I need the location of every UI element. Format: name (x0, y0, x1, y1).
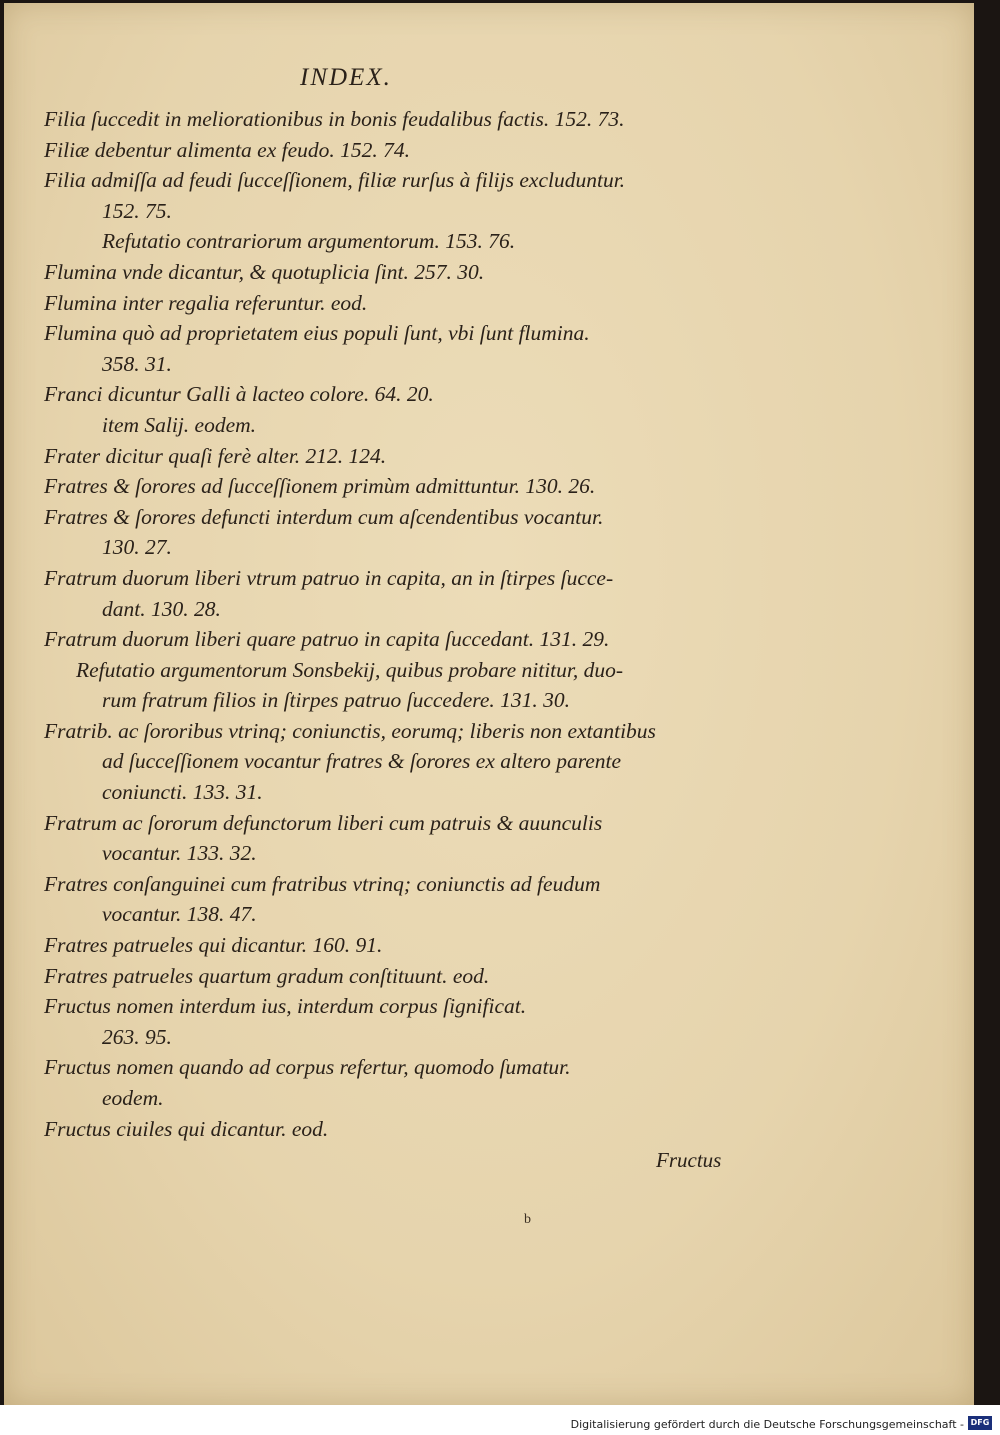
index-entry (44, 624, 744, 655)
index-entry (44, 1114, 744, 1145)
index-entry (44, 502, 744, 563)
entry-line: Fructus nomen quando ad corpus refertur, quomodo ſumatur. (44, 1055, 571, 1080)
entry-continuation-line: dant. 130. 28. (102, 596, 221, 621)
index-entry (44, 716, 744, 808)
entry-line: Franci dicuntur Galli à lacteo colore. 64. 20. (44, 382, 434, 407)
entry-line: Fratres patrueles quartum gradum conſtituunt. eod. (44, 963, 490, 988)
index-entry (44, 226, 744, 257)
entry-continuation-line: coniuncti. 133. 31. (102, 780, 263, 805)
index-entry (44, 471, 744, 502)
entry-line: Frater dicitur quaſi ferè alter. 212. 124. (44, 443, 387, 468)
index-entry (44, 165, 744, 226)
index-entry (44, 104, 744, 135)
entry-continuation-line: eodem. (102, 1086, 164, 1110)
entry-line: Fratres & ſorores defuncti interdum cum aſcendentibus vocantur. (44, 504, 604, 529)
entry-continuation-line: 358. 31. (102, 351, 172, 376)
entry-line: Fratrum duorum liberi quare patruo in capita ſuccedant. 131. 29. (44, 627, 610, 652)
index-entry (44, 655, 744, 716)
entry-line: Fratres conſanguinei cum fratribus vtrinq; coniunctis ad feudum (44, 871, 601, 896)
entry-line: Refutatio contrariorum argumentorum. 153. 76. (102, 229, 516, 254)
entry-line: Fratres patrueles qui dicantur. 160. 91. (44, 933, 383, 958)
entry-line: Fructus ciuiles qui dicantur. eod. (44, 1116, 329, 1141)
entry-line: Fratrum ac ſororum defunctorum liberi cum patruis & auunculis (44, 810, 603, 835)
index-entry (44, 379, 744, 410)
digitization-credit: Digitalisierung gefördert durch die Deutsche Forschungsgemeinschaft - (570, 1418, 964, 1431)
entry-line: Filia admiſſa ad feudi ſucceſſionem, filiæ rurſus à filijs excluduntur. (44, 168, 626, 193)
entry-line: item Salij. eodem. (102, 412, 257, 437)
index-entry (44, 1052, 744, 1113)
entry-continuation-line: rum fratrum filios in ſtirpes patruo ſuccedere. 131. 30. (102, 688, 571, 713)
entry-line: Fratres & ſorores ad ſucceſſionem primùm admittuntur. 130. 26. (44, 474, 596, 499)
index-entry (44, 930, 744, 961)
entry-continuation-line: 130. 27. (102, 535, 172, 560)
entry-line: Refutatio argumentorum Sonsbekij, quibus probare nititur, duo- (76, 657, 624, 682)
entry-line: Fructus nomen interdum ius, interdum corpus ſignificat. (44, 994, 527, 1019)
index-entry (44, 288, 744, 319)
index-entry (44, 318, 744, 379)
index-entry (44, 563, 744, 624)
index-entry (44, 441, 744, 472)
index-entries (44, 104, 744, 1144)
entry-continuation-line: 152. 75. (102, 198, 172, 223)
entry-line: Flumina vnde dicantur, & quotuplicia ſint. 257. 30. (44, 259, 485, 284)
entry-continuation-line: ad ſucceſſionem vocantur fratres & ſorores ex altero parente (102, 749, 622, 774)
index-entry (44, 257, 744, 288)
signature-mark: b (524, 1212, 531, 1227)
catchword: Fructus (656, 1148, 722, 1172)
index-entry (44, 869, 744, 930)
entry-continuation-line: vocantur. 138. 47. (102, 902, 257, 927)
index-entry (44, 410, 744, 441)
entry-line: Filiæ debentur alimenta ex feudo. 152. 74. (44, 137, 411, 162)
entry-line: Flumina quò ad proprietatem eius populi ſunt, vbi ſunt flumina. (44, 321, 590, 346)
entry-line: Fratrib. ac ſororibus vtrinq; coniunctis, eorumq; liberis non extantibus (44, 718, 656, 743)
entry-line: Flumina inter regalia referuntur. eod. (44, 290, 368, 315)
entry-line: Filia ſuccedit in meliorationibus in bonis feudalibus factis. 152. 73. (44, 107, 625, 131)
entry-continuation-line: 263. 95. (102, 1024, 172, 1049)
entry-continuation-line: vocantur. 133. 32. (102, 841, 257, 866)
index-entry (44, 961, 744, 992)
index-entry (44, 808, 744, 869)
dfg-logo-icon: DFG (968, 1416, 992, 1430)
page-header: INDEX. (300, 64, 392, 91)
index-entry (44, 991, 744, 1052)
index-entry (44, 135, 744, 166)
entry-line: Fratrum duorum liberi vtrum patruo in capita, an in ſtirpes ſucce- (44, 565, 614, 590)
